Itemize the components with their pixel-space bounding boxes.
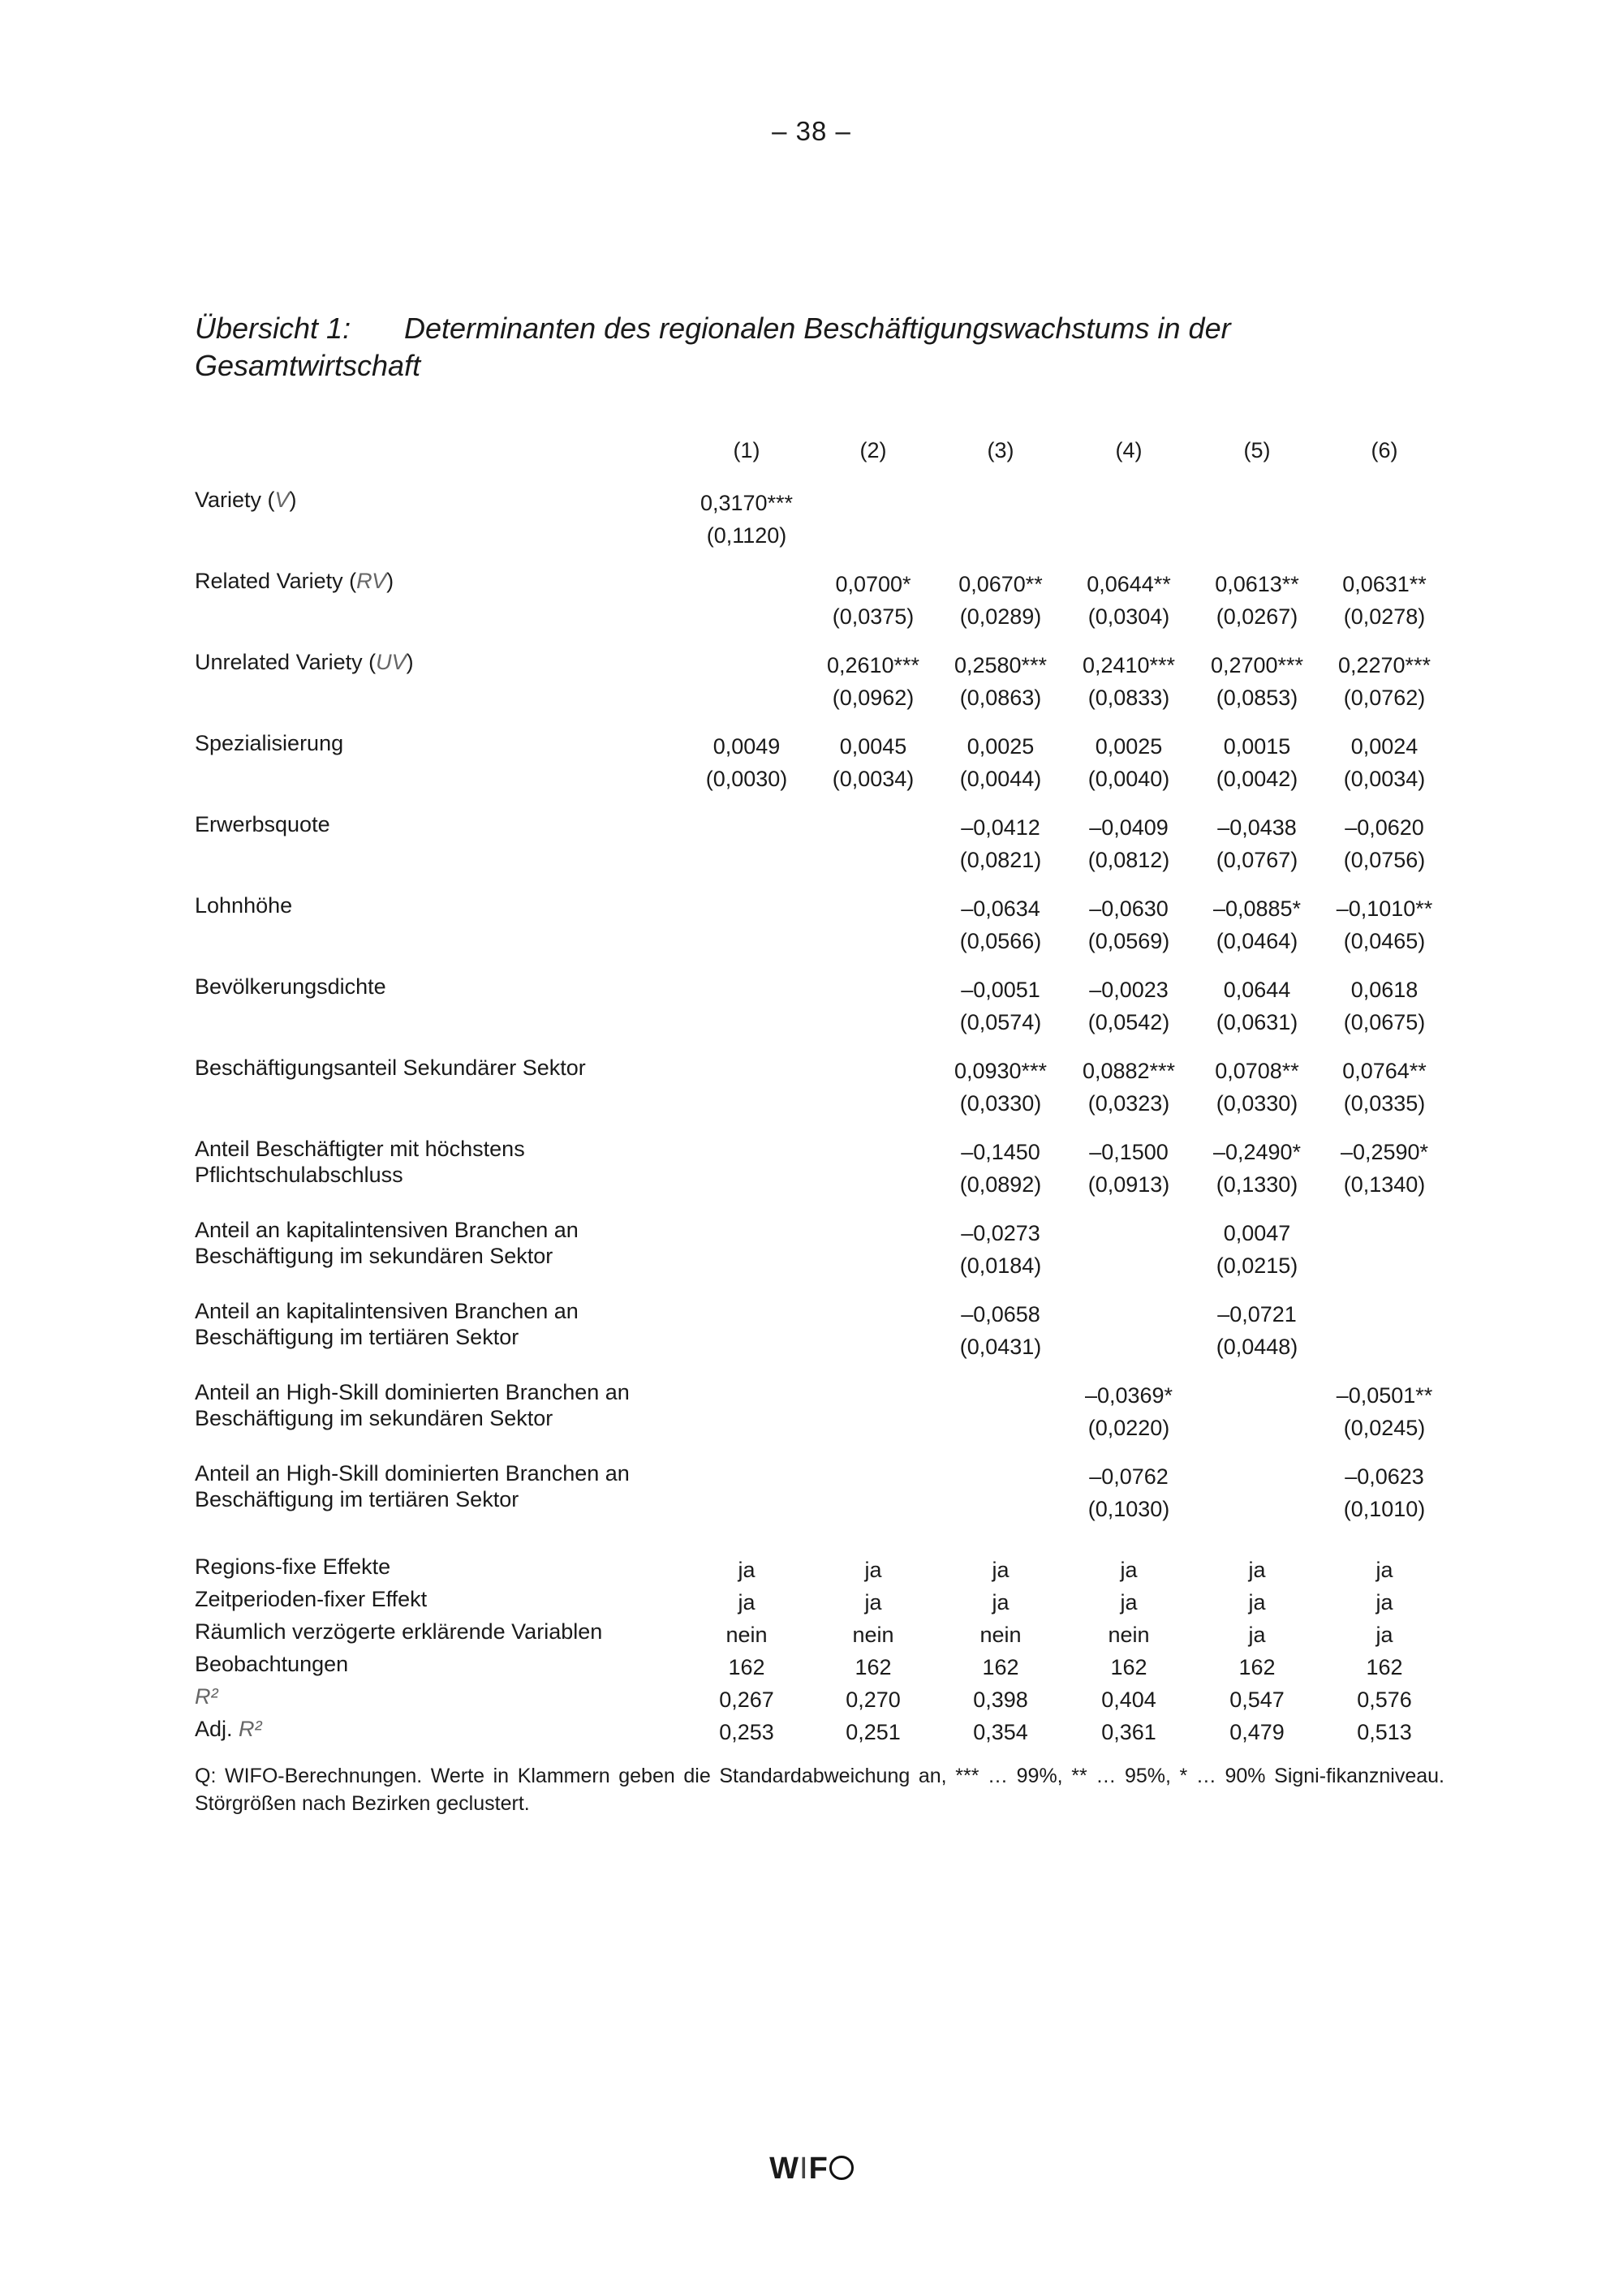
std-error-cell: (0,0448) (1216, 1335, 1298, 1359)
title-line-1: Determinanten des regionalen Beschäftigungswachstums in der (404, 312, 1231, 345)
variable-label: Anteil an kapitalintensiven Branchen an Beschäftigung im sekundären Sektor (195, 1218, 579, 1268)
coefficient-cell: 0,2580*** (954, 653, 1048, 677)
stat-cell: 162 (1366, 1655, 1403, 1679)
stat-cell: ja (738, 1590, 756, 1615)
coefficient-cell: –0,0721 (1217, 1302, 1297, 1326)
stat-cell: nein (979, 1623, 1022, 1647)
std-error-cell: (0,0040) (1087, 767, 1170, 791)
std-error-cell: (0,0375) (832, 604, 915, 629)
stat-cell: ja (1375, 1623, 1393, 1647)
std-error-cell: (0,0863) (959, 686, 1042, 710)
variable-label: Lohnhöhe (195, 893, 293, 918)
std-error-cell: (0,0304) (1087, 604, 1170, 629)
stat-cell: 0,253 (719, 1720, 774, 1744)
stat-cell: 0,513 (1357, 1720, 1412, 1744)
coefficient-cell: 0,0045 (839, 734, 907, 759)
std-error-cell: (0,0267) (1216, 604, 1298, 629)
stat-cell: ja (738, 1558, 756, 1582)
coefficient-cell: –0,1500 (1089, 1140, 1169, 1164)
std-error-cell: (0,0574) (959, 1010, 1042, 1034)
stat-cell: ja (864, 1590, 882, 1615)
stat-cell: ja (1248, 1623, 1266, 1647)
table-title (195, 310, 1461, 385)
coefficient-cell: –0,0409 (1089, 815, 1169, 840)
variable-label: Related Variety (RV) (195, 569, 394, 593)
stat-cell: ja (1248, 1590, 1266, 1615)
coefficient-cell: 0,0644 (1223, 978, 1291, 1002)
stat-label: Adj. R² (195, 1717, 262, 1741)
std-error-cell: (0,0030) (705, 767, 788, 791)
std-error-cell: (0,0044) (959, 767, 1042, 791)
coefficient-cell: 0,0049 (712, 734, 781, 759)
coefficient-cell: –0,0658 (961, 1302, 1040, 1326)
stat-cell: ja (1120, 1590, 1138, 1615)
std-error-cell: (0,0767) (1216, 848, 1298, 872)
variable-label: Variety (V) (195, 488, 297, 512)
std-error-cell: (0,0278) (1343, 604, 1426, 629)
coefficient-cell: 0,0613** (1215, 572, 1299, 596)
std-error-cell: (0,0821) (959, 848, 1042, 872)
column-header: (3) (987, 438, 1014, 462)
stat-cell: ja (1375, 1590, 1393, 1615)
stat-cell: ja (992, 1558, 1010, 1582)
stat-cell: ja (1120, 1558, 1138, 1582)
stat-cell: 162 (728, 1655, 765, 1679)
stat-cell: 0,576 (1357, 1688, 1412, 1712)
coefficient-cell: 0,0644** (1087, 572, 1171, 596)
std-error-cell: (0,1030) (1087, 1497, 1170, 1521)
logo-bar: I (799, 2152, 809, 2186)
stat-cell: 0,251 (846, 1720, 901, 1744)
coefficient-cell: 0,0708** (1215, 1059, 1299, 1083)
logo-o-icon (829, 2156, 854, 2180)
coefficient-cell: 0,0764** (1342, 1059, 1427, 1083)
stat-cell: 162 (855, 1655, 892, 1679)
std-error-cell: (0,0913) (1087, 1172, 1170, 1197)
stat-cell: nein (725, 1623, 768, 1647)
variable-abbr: UV (376, 650, 407, 674)
std-error-cell: (0,0631) (1216, 1010, 1298, 1034)
variable-label: Spezialisierung (195, 731, 344, 755)
wifo-logo (0, 2152, 1623, 2186)
coefficient-cell: 0,0025 (1095, 734, 1163, 759)
logo-w: W (769, 2152, 800, 2186)
std-error-cell: (0,0464) (1216, 929, 1298, 953)
coefficient-cell: 0,0930*** (954, 1059, 1048, 1083)
stat-cell: 162 (1110, 1655, 1147, 1679)
std-error-cell: (0,0330) (959, 1091, 1042, 1116)
std-error-cell: (0,0566) (959, 929, 1042, 953)
coefficient-cell: 0,0015 (1223, 734, 1291, 759)
coefficient-cell: 0,3170*** (700, 491, 794, 515)
stat-cell: 0,361 (1101, 1720, 1156, 1744)
coefficient-cell: –0,0620 (1345, 815, 1424, 840)
r-squared-symbol: R² (239, 1717, 262, 1741)
logo-f: F (808, 2152, 829, 2186)
std-error-cell: (0,1120) (706, 523, 787, 548)
stat-cell: nein (852, 1623, 894, 1647)
std-error-cell: (0,1010) (1343, 1497, 1426, 1521)
column-header: (4) (1115, 438, 1143, 462)
column-header: (6) (1371, 438, 1398, 462)
stat-label (195, 1683, 218, 1709)
std-error-cell: (0,0892) (959, 1172, 1042, 1197)
title-label: Übersicht 1: (195, 312, 351, 345)
stat-label: Räumlich verzögerte erklärende Variablen (195, 1619, 603, 1644)
coefficient-cell: –0,2590* (1340, 1140, 1429, 1164)
variable-label: Anteil an High-Skill dominierten Branchen an Beschäftigung im sekundären Sektor (195, 1380, 630, 1430)
std-error-cell: (0,0762) (1343, 686, 1426, 710)
coefficient-cell: 0,0618 (1350, 978, 1419, 1002)
variable-abbr: V (274, 488, 290, 512)
coefficient-cell: –0,0273 (961, 1221, 1040, 1245)
std-error-cell: (0,0465) (1343, 929, 1426, 953)
coefficient-cell: –0,0634 (961, 896, 1040, 921)
variable-label: Anteil an High-Skill dominierten Branchen an Beschäftigung im tertiären Sektor (195, 1461, 630, 1511)
coefficient-cell: –0,0051 (961, 978, 1040, 1002)
stat-cell: ja (992, 1590, 1010, 1615)
std-error-cell: (0,0569) (1087, 929, 1170, 953)
stat-cell: 0,479 (1229, 1720, 1285, 1744)
coefficient-cell: –0,2490* (1212, 1140, 1302, 1164)
variable-label: Unrelated Variety (UV) (195, 650, 414, 674)
variable-label: Erwerbsquote (195, 812, 330, 836)
coefficient-cell: –0,0438 (1217, 815, 1297, 840)
variable-abbr: RV (356, 569, 387, 593)
coefficient-cell: 0,0670** (958, 572, 1043, 596)
std-error-cell: (0,0962) (832, 686, 915, 710)
coefficient-cell: –0,1010** (1336, 896, 1433, 921)
stat-cell: 0,267 (719, 1688, 774, 1712)
stat-cell: ja (1375, 1558, 1393, 1582)
stat-cell: 162 (982, 1655, 1019, 1679)
std-error-cell: (0,0833) (1087, 686, 1170, 710)
column-header: (5) (1243, 438, 1271, 462)
column-header: (2) (859, 438, 887, 462)
coefficient-cell: –0,0885* (1212, 896, 1302, 921)
coefficient-cell: 0,0631** (1342, 572, 1427, 596)
std-error-cell: (0,1340) (1343, 1172, 1426, 1197)
stat-label: Beobachtungen (195, 1652, 349, 1676)
coefficient-cell: –0,0369* (1084, 1383, 1173, 1408)
std-error-cell: (0,0323) (1087, 1091, 1170, 1116)
coefficient-cell: –0,0630 (1089, 896, 1169, 921)
column-header: (1) (733, 438, 760, 462)
variable-label: Anteil Beschäftigter mit höchstens Pflichtschulabschluss (195, 1137, 525, 1187)
std-error-cell: (0,0335) (1343, 1091, 1426, 1116)
coefficient-cell: 0,2610*** (826, 653, 920, 677)
coefficient-cell: –0,1450 (961, 1140, 1040, 1164)
coefficient-cell: 0,0700* (835, 572, 911, 596)
coefficient-cell: 0,2410*** (1082, 653, 1176, 677)
std-error-cell: (0,1330) (1216, 1172, 1298, 1197)
std-error-cell: (0,0215) (1216, 1253, 1298, 1278)
page-number: – 38 – (772, 116, 851, 146)
coefficient-cell: 0,2270*** (1337, 653, 1431, 677)
std-error-cell: (0,0042) (1216, 767, 1298, 791)
coefficient-cell: –0,0762 (1089, 1464, 1169, 1489)
stat-cell: nein (1108, 1623, 1150, 1647)
stat-label: Regions-fixe Effekte (195, 1554, 391, 1579)
table-note: Q: WIFO-Berechnungen. Werte in Klammern geben die Standardabweichung an, *** … 99%, ** … 95%, * … 90% Signi-fikanzniveau. Störgrößen nach Bezirken geclustert. (195, 1765, 1444, 1815)
std-error-cell: (0,0034) (1343, 767, 1426, 791)
std-error-cell: (0,0289) (959, 604, 1042, 629)
coefficient-cell: 0,0024 (1350, 734, 1419, 759)
variable-label: Anteil an kapitalintensiven Branchen an Beschäftigung im tertiären Sektor (195, 1299, 579, 1349)
stat-cell: 0,270 (846, 1688, 901, 1712)
std-error-cell: (0,0853) (1216, 686, 1298, 710)
stat-cell: ja (864, 1558, 882, 1582)
stat-label: Zeitperioden-fixer Effekt (195, 1587, 428, 1611)
stat-cell: 0,354 (973, 1720, 1028, 1744)
std-error-cell: (0,0220) (1087, 1416, 1170, 1440)
coefficient-cell: –0,0623 (1345, 1464, 1424, 1489)
std-error-cell: (0,0245) (1343, 1416, 1426, 1440)
std-error-cell: (0,0431) (959, 1335, 1042, 1359)
r-squared-symbol: R² (195, 1684, 218, 1709)
stat-cell: 0,547 (1229, 1688, 1285, 1712)
std-error-cell: (0,0330) (1216, 1091, 1298, 1116)
coefficient-cell: –0,0412 (961, 815, 1040, 840)
variable-label: Bevölkerungsdichte (195, 974, 386, 999)
std-error-cell: (0,0542) (1087, 1010, 1170, 1034)
stat-cell: 0,398 (973, 1688, 1028, 1712)
std-error-cell: (0,0034) (832, 767, 915, 791)
coefficient-cell: 0,2700*** (1210, 653, 1304, 677)
coefficient-cell: 0,0882*** (1082, 1059, 1176, 1083)
std-error-cell: (0,0756) (1343, 848, 1426, 872)
stat-cell: 0,404 (1101, 1688, 1156, 1712)
stat-cell: 162 (1238, 1655, 1276, 1679)
coefficient-cell: –0,0501** (1336, 1383, 1433, 1408)
stat-cell: ja (1248, 1558, 1266, 1582)
coefficient-cell: 0,0047 (1223, 1221, 1291, 1245)
std-error-cell: (0,0675) (1343, 1010, 1426, 1034)
variable-label: Beschäftigungsanteil Sekundärer Sektor (195, 1056, 586, 1080)
title-line-2: Gesamtwirtschaft (195, 349, 421, 382)
std-error-cell: (0,0184) (959, 1253, 1042, 1278)
std-error-cell: (0,0812) (1087, 848, 1170, 872)
coefficient-cell: –0,0023 (1089, 978, 1169, 1002)
coefficient-cell: 0,0025 (966, 734, 1035, 759)
